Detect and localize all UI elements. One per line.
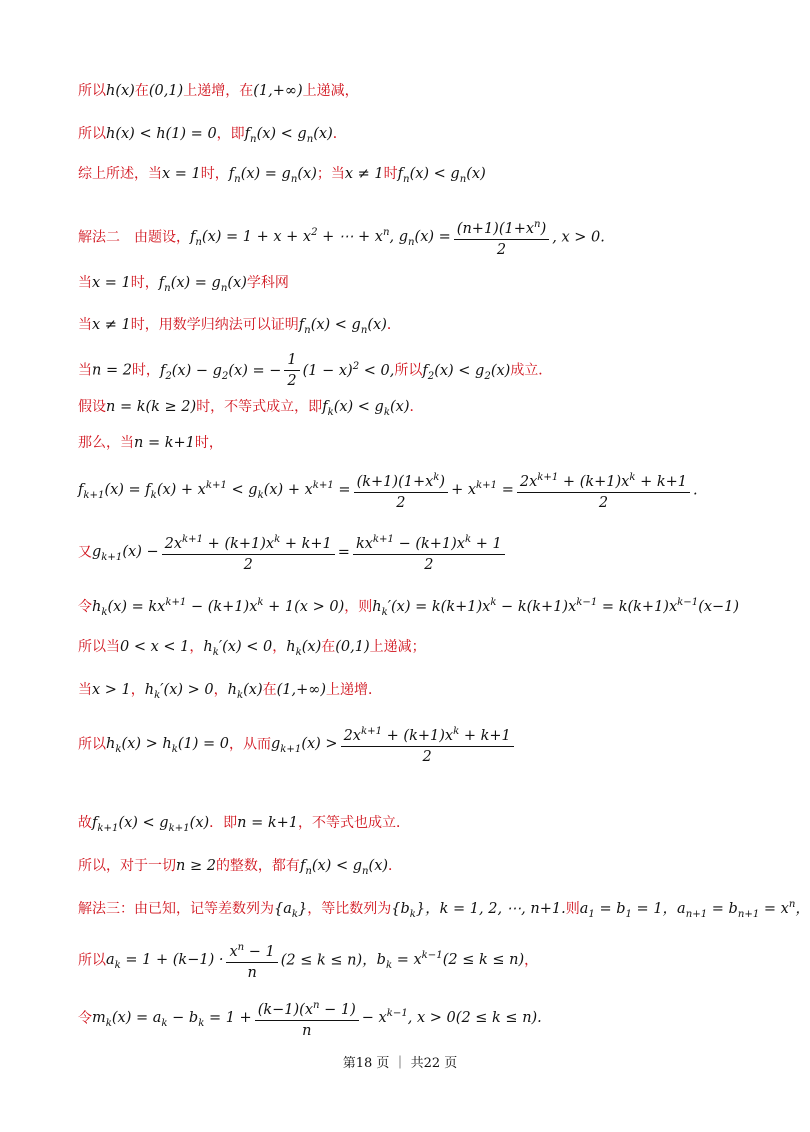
fraction-denominator: n — [247, 964, 257, 981]
text-span: 当 — [78, 317, 92, 333]
text-span: 解法二 由题设， — [78, 229, 190, 246]
math-expression: x ≠ 1 — [92, 317, 131, 333]
fraction-numerator: $(n+1)(1+x^n)$ — [454, 215, 549, 240]
text-line-l4 — [78, 215, 605, 260]
math-expression: $h_k'(x) = k(k+1)x^k - k(k+1)x^{k-1} = k(k+1)x^{k-1}(x-1)$ — [372, 597, 740, 618]
text-line-l2 — [78, 123, 347, 145]
math-expression: $f_n(x) < g_n(x)$ — [298, 317, 387, 336]
math-expression: . — [693, 482, 698, 499]
math-expression: $\{b_k\}$ — [391, 901, 426, 920]
math-expression: = — [337, 544, 350, 561]
text-line-l13 — [78, 636, 426, 658]
text-span: 时， — [130, 275, 159, 291]
math-expression: (0,1) — [148, 83, 184, 99]
math-expression: $f_n(x) = g_n(x)$ — [228, 166, 317, 185]
text-line-l6 — [78, 314, 401, 336]
text-line-l1 — [78, 80, 359, 100]
fraction-denominator: 2 — [422, 748, 432, 765]
fraction — [341, 722, 514, 767]
math-expression: $f_n(x) < g_n(x)$ — [397, 166, 486, 185]
text-span: 时， — [194, 435, 223, 451]
math-expression: h(x) < h(1) = 0 — [106, 126, 217, 142]
text-span: ；当 — [316, 166, 345, 182]
math-expression: $h_k'(x) < 0$ — [203, 639, 273, 658]
fraction-numerator: $(k+1)(1+x^k)$ — [354, 468, 449, 493]
text-span: 令 — [78, 599, 92, 615]
math-expression: $f_{k+1}(x) < g_{k+1}(x)$ — [92, 815, 210, 834]
text-span: 所以 — [78, 126, 106, 142]
math-expression: n = k+1 — [134, 435, 195, 451]
text-span: ， — [213, 682, 228, 698]
math-expression: $h_k(x)$ — [286, 639, 322, 658]
fraction-denominator: 2 — [243, 556, 253, 573]
math-expression: (1,+∞) — [276, 682, 327, 698]
math-expression: $(1 - x)^2 < 0$, — [302, 360, 395, 379]
text-line-l14 — [78, 679, 382, 701]
text-span: 上递增，在 — [183, 83, 254, 99]
math-expression: − $x^{k-1}$, x > 0(2 ≤ k ≤ n). — [361, 1008, 542, 1027]
text-span: 所以 — [394, 362, 423, 379]
math-expression: x = 1 — [162, 166, 201, 182]
fraction — [353, 530, 505, 575]
text-line-l19 — [78, 938, 538, 983]
text-span: ．即 — [209, 815, 238, 831]
text-span: 所以 — [78, 83, 106, 99]
math-expression: , x > 0. — [552, 229, 605, 246]
text-span: ． — [409, 399, 424, 415]
math-expression: $h_k(x) = kx^{k+1} - (k+1)x^k + 1(x > 0)$ — [92, 597, 345, 618]
math-expression: x = 1 — [92, 275, 131, 291]
text-line-l7 — [78, 350, 552, 391]
math-expression: n ≥ 2 — [176, 858, 216, 874]
text-span: 时， — [200, 166, 229, 182]
text-line-l16 — [78, 812, 410, 834]
fraction — [454, 215, 549, 260]
text-span: 那么，当 — [78, 435, 134, 451]
text-line-l11 — [78, 530, 508, 575]
text-span: 所以 — [78, 736, 106, 753]
math-expression: + $x^{k+1}$ = — [451, 480, 514, 499]
fraction — [162, 530, 335, 575]
math-expression: ， — [662, 901, 678, 917]
math-expression: $h_k(x)$ — [227, 682, 263, 701]
text-line-l8 — [78, 396, 424, 418]
fraction-denominator: n — [302, 1022, 312, 1039]
text-span: ，从而 — [228, 736, 271, 753]
text-span: 所以，对于一切 — [78, 858, 176, 874]
text-span: ，则 — [344, 599, 373, 615]
fraction-numerator: $2x^{k+1} + (k+1)x^k + k+1$ — [517, 468, 690, 493]
text-line-l9 — [78, 432, 223, 452]
text-line-l10 — [78, 468, 698, 513]
text-span: 当 — [78, 682, 92, 698]
text-span: 上递减， — [302, 83, 359, 99]
text-span: 又 — [78, 544, 92, 561]
fraction — [284, 350, 299, 391]
math-expression: n = k(k ≥ 2) — [106, 399, 197, 415]
text-span: 假设 — [78, 399, 106, 415]
fraction-denominator: 2 — [598, 494, 609, 511]
fraction-numerator: $2x^{k+1} + (k+1)x^k + k+1$ — [341, 722, 514, 747]
math-expression: $f_n(x) = 1 + x + x^2$ + ⋯ + $x^n$, $g_n(x)$ = — [190, 227, 451, 249]
math-expression: $g_{k+1}(x)$ > — [270, 736, 338, 756]
text-line-l3 — [78, 163, 486, 185]
text-span: ， — [189, 639, 204, 655]
fraction — [517, 468, 690, 513]
fraction — [226, 938, 277, 983]
math-expression: (0,1) — [335, 639, 370, 655]
text-span: ，等比数列为 — [307, 901, 392, 917]
text-span: 在 — [262, 682, 277, 698]
text-span: 时， — [131, 362, 160, 379]
fraction-denominator: 2 — [496, 241, 507, 258]
text-span: 时，用数学归纳法可以证明 — [130, 317, 299, 333]
math-expression: $f_n(x) < g_n(x)$ — [244, 126, 333, 145]
math-expression: $\{a_k\}$ — [274, 901, 308, 920]
math-expression: n = k+1 — [237, 815, 299, 831]
text-span: 令 — [78, 1010, 92, 1027]
text-span: 则 — [565, 901, 580, 917]
fraction-numerator: $2x^{k+1} + (k+1)x^k + k+1$ — [162, 530, 335, 555]
text-span: ． — [386, 317, 401, 333]
math-expression: $f_2(x) < g_2(x)$ — [422, 362, 511, 382]
math-expression: n = 2 — [92, 362, 132, 379]
math-expression: x > 1 — [92, 682, 131, 698]
math-expression: k = 1, 2, ⋯, n+1. — [439, 901, 566, 917]
fraction-numerator: 1 — [284, 350, 299, 371]
fraction-numerator: $(k-1)(x^n - 1)$ — [255, 996, 359, 1021]
math-expression: ， — [795, 901, 810, 917]
math-expression: $a_{n+1} = b_{n+1} = x^n$ — [677, 899, 796, 920]
math-expression: $h_k(x) > h_k(1) = 0$ — [106, 736, 229, 756]
text-span: 当 — [78, 362, 92, 379]
math-expression: h(x) — [106, 83, 135, 99]
text-line-l20 — [78, 996, 542, 1041]
text-line-l18 — [78, 897, 810, 920]
page-footer: 第18 页 ｜ 共22 页 — [342, 1056, 458, 1071]
math-expression: ， — [362, 952, 377, 969]
math-expression: $f_n(x) = g_n(x)$ — [158, 275, 247, 294]
text-span: ． — [332, 126, 347, 142]
text-span: ，不等式也成立． — [298, 815, 411, 831]
text-span: 故 — [78, 815, 92, 831]
text-line-l15 — [78, 722, 517, 767]
text-span: 成立． — [510, 362, 553, 379]
fraction-numerator: $x^n - 1$ — [226, 938, 277, 963]
text-span: 的整数，都有 — [215, 858, 300, 874]
math-expression: $g_{k+1}(x)$ − — [92, 544, 159, 564]
text-span: 上递增． — [326, 682, 383, 698]
math-expression: $a_k = 1 + (k-1)$ · — [106, 952, 224, 972]
math-expression: ， — [425, 901, 440, 917]
text-span: 在 — [134, 83, 149, 99]
fraction-denominator: 2 — [424, 556, 434, 573]
text-line-l5 — [78, 272, 289, 294]
fraction-denominator: 2 — [396, 494, 406, 511]
math-expression: $f_k(x) < g_k(x)$ — [322, 399, 410, 418]
text-span: 综上所述，当 — [78, 166, 162, 182]
text-span: 所以当 — [78, 639, 120, 655]
text-span: 上递减； — [369, 639, 426, 655]
text-line-l12 — [78, 596, 739, 618]
fraction — [255, 996, 359, 1041]
math-expression: $f_n(x) < g_n(x)$ — [299, 858, 389, 877]
text-span: 所以 — [78, 952, 106, 969]
math-expression: x ≠ 1 — [344, 166, 384, 182]
fraction-numerator: $kx^{k+1} - (k+1)x^k + 1$ — [353, 530, 505, 555]
text-span: 解法三：由已知，记等差数列为 — [78, 901, 274, 917]
math-expression: $m_k(x) = a_k - b_k = 1$ + — [92, 1010, 252, 1030]
text-span: 在 — [321, 639, 336, 655]
math-expression: (1,+∞) — [253, 83, 303, 99]
text-span: ． — [388, 858, 403, 874]
fraction — [354, 468, 449, 513]
math-expression: $f_{k+1}(x) = f_k(x) + x^{k+1} < g_k(x) + x^{k+1}$ = — [78, 480, 351, 502]
text-span: 学科网 — [246, 275, 289, 291]
math-expression: $h_k'(x) > 0$ — [144, 682, 214, 701]
text-span: 时 — [383, 166, 398, 182]
text-span: 时，不等式成立，即 — [196, 399, 323, 415]
text-line-l17 — [78, 855, 402, 877]
math-expression: 0 < x < 1 — [120, 639, 190, 655]
text-span: ， — [524, 952, 539, 969]
math-expression: $f_2(x) - g_2(x)$ = − — [159, 362, 282, 382]
text-span: ， — [130, 682, 145, 698]
fraction-denominator: 2 — [287, 373, 297, 389]
text-span: 当 — [78, 275, 92, 291]
math-expression: (2 ≤ k ≤ n) — [280, 952, 363, 969]
math-expression: $a_1 = b_1 = 1$ — [579, 901, 663, 920]
text-span: ， — [272, 639, 287, 655]
math-expression: $b_k = x^{k-1}(2 \le k \le n)$ — [376, 950, 525, 972]
text-span: ，即 — [216, 126, 245, 142]
